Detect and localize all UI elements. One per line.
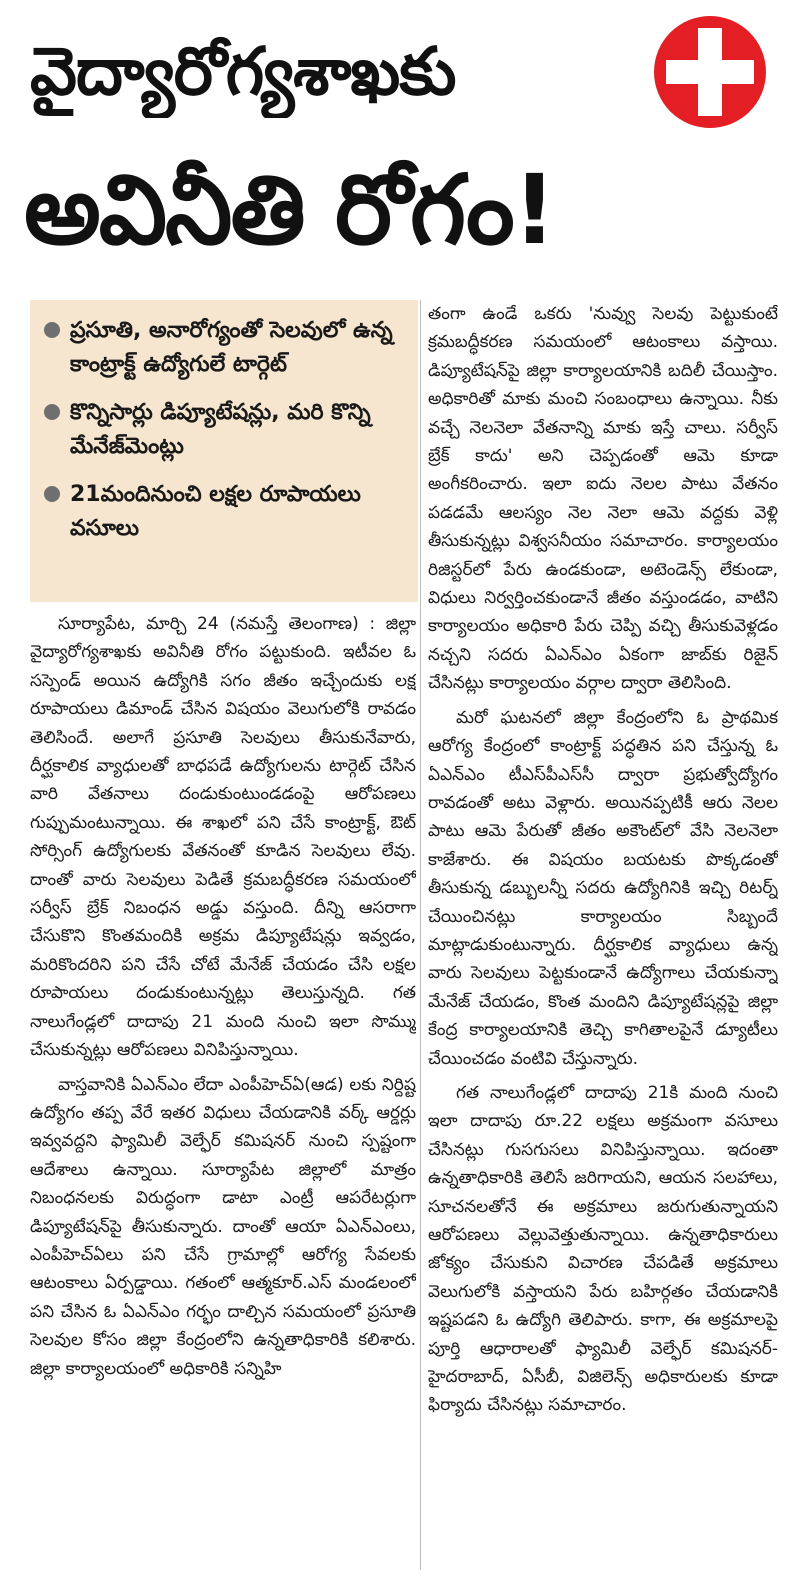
article-column-left <box>30 610 416 1570</box>
highlight-item <box>44 478 408 546</box>
highlight-text: 21మందినుంచి లక్షల రూపాయలు వసూలు <box>70 482 361 541</box>
highlight-item <box>44 314 408 382</box>
highlight-item <box>44 396 408 464</box>
article-paragraph: మరో ఘటనలో జిల్లా కేంద్రంలోని ఓ ప్రాథమిక ఆరోగ్య కేంద్రంలో కాంట్రాక్ట్ పద్ధతిన పని చేస్తున్న ఓ ఏఎన్ఎం టీఎస్‌పీఎస్‌సీ ద్వారా ప్రభుత్వోద్యోగం రావడంతో అటు వెళ్లారు. అయినప్పటికీ ఆరు నెలల పాటు ఆమె పేరుతో జీతం అకౌంట్‌లో వేసి నెలనెలా కాజేశారు. ఈ విషయం బయటకు పొక్కడంతో తీసుకున్న డబ్బులన్నీ సదరు ఉద్యోగినికి ఇచ్చి రిటర్న్ చేయించినట్లు కార్యాలయం సిబ్బందే మాట్లాడుకుంటున్నారు. దీర్ఘకాలిక వ్యాధులు ఉన్న వారు సెలవులు పెట్టకుండానే ఉద్యోగాలు చేయకున్నా మేనేజ్ చేయడం, కొంత మందిని డిప్యూటేషన్లపై జిల్లా కేంద్ర కార్యాలయానికి తెచ్చి కాగితాలపైనే డ్యూటీలు చేయించడం వంటివి చేస్తున్నారు. <box>428 707 778 1069</box>
column-divider <box>420 300 421 1570</box>
article-column-right <box>428 300 778 1570</box>
highlight-text: ప్రసూతి, అనారోగ్యంతో సెలవులో ఉన్న కాంట్రాక్ట్ ఉద్యోగులే టార్గెట్ <box>70 318 393 377</box>
article-paragraph: సూర్యాపేట, మార్చి 24 (నమస్తే తెలంగాణ) : జిల్లా వైద్యారోగ్యశాఖకు అవినీతి రోగం పట్టుకుంది. ఇటీవల ఓ సస్పెండ్ అయిన ఉద్యోగికి సగం జీతం ఇచ్చేందుకు లక్ష రూపాయలు డిమాండ్ చేసిన విషయం వెలుగులోకి రావడం తెలిసిందే. అలాగే ప్రసూతి సెలవులు తీసుకునేవారు, దీర్ఘకాలిక వ్యాధులతో బాధపడే ఉద్యోగులను టార్గెట్ చేసిన వారి వేతనాలు దండుకుంటుండడంపై ఆరోపణలు గుప్పుమంటున్నాయి. ఈ శాఖలో పని చేసే కాంట్రాక్ట్, ఔట్ సోర్సింగ్ ఉద్యోగులకు వేతనంతో కూడిన సెలవులు లేవు. దాంతో వారు సెలవులు పెడితే క్రమబద్ధీకరణ సమయంలో సర్వీస్ బ్రేక్ నిబంధన అడ్డు వస్తుంది. దీన్ని ఆసరాగా చేసుకొని కొంతమందికి అక్రమ డిప్యూటేషన్లు ఇవ్వడం, మరికొందరిని పని చేసే చోటే మేనేజ్ చేయడం చేసి లక్షల రూపాయలు దండుకుంటున్నట్లు తెలుస్తున్నది. గత నాలుగేండ్లలో దాదాపు 21 మంది నుంచి ఇలా సొమ్ము చేసుకున్నట్లు ఆరోపణలు వినిపిస్తున్నాయి. <box>30 614 416 1061</box>
highlights-box <box>30 300 418 602</box>
article-paragraph: వాస్తవానికి ఏఎన్ఎం లేదా ఎంపీహెచ్ఏ(ఆడ) లకు నిర్దిష్ట ఉద్యోగం తప్ప వేరే ఇతర విధులు చేయడానికి వర్క్ ఆర్డర్లు ఇవ్వవద్దని ఫ్యామిలీ వెల్ఫేర్ కమిషనర్ నుంచి స్పష్టంగా ఆదేశాలు ఉన్నాయి. సూర్యాపేట జిల్లాలో మాత్రం నిబంధనలకు విరుద్ధంగా డాటా ఎంట్రీ ఆపరేటర్లుగా డిప్యూటేషన్‌పై తీసుకున్నారు. దాంతో ఆయా ఏఎన్ఎంలు, ఎంపీహెచ్ఏలు పని చేసే గ్రామాల్లో ఆరోగ్య సేవలకు ఆటంకాలు ఏర్పడ్డాయి. గతంలో ఆత్మకూర్.ఎస్ మండలంలో పని చేసిన ఓ ఏఎన్ఎం గర్భం దాల్చిన సమయంలో ప్రసూతి సెలవుల కోసం జిల్లా కేంద్రంలోని ఉన్నతాధికారికి కలిశారు. జిల్లా కార్యాలయంలో అధికారికి సన్నిహి <box>30 1074 416 1379</box>
red-cross-icon <box>650 12 770 132</box>
headline-line-1: వైద్యారోగ్యశాఖకు <box>30 33 456 110</box>
article-paragraph: తంగా ఉండే ఒకరు 'నువ్వు సెలవు పెట్టుకుంటే క్రమబద్ధీకరణ సమయంలో ఆటంకాలు వస్తాయి. డిప్యూటేషన్‌పై జిల్లా కార్యాలయానికి బదిలీ చేయిస్తాం. అధికారితో మాకు మంచి సంబంధాలు ఉన్నాయి. నీకు వచ్చే నెలనెలా వేతనాన్ని మాకు ఇస్తే చాలు. సర్వీస్ బ్రేక్ కాదు' అని చెప్పడంతో ఆమె కూడా అంగీకరించారు. ఇలా ఐదు నెలల పాటు వేతనం పడడమే ఆలస్యం నెల నెలా ఆమె వద్దకు వెళ్లి తీసుకున్నట్లు విశ్వసనీయం సమాచారం. కార్యాలయం రిజిస్టర్‌లో పేరు ఉండకుండా, అటెండెన్స్ లేకుండా, విధులు నిర్వర్తించకుండానే జీతం వస్తుండడం, వాటిని కార్యాలయం అధికారి పేరు చెప్పి వచ్చి తీసుకువెళ్లడం నచ్చని సదరు ఏఎన్ఎం ఏకంగా జాబ్‌కు రిజైన్ చేసినట్లు కార్యాలయం వర్గాల ద్వారా తెలిసింది. <box>428 304 778 694</box>
highlight-text: కొన్నిసార్లు డిప్యూటేషన్లు, మరి కొన్ని మేనేజ్‌మెంట్లు <box>70 400 371 459</box>
headline-line-2: అవినీతి రోగం! <box>24 154 555 266</box>
bullet-icon <box>44 486 60 502</box>
bullet-icon <box>44 404 60 420</box>
bullet-icon <box>44 322 60 338</box>
article-paragraph: గత నాలుగేండ్లలో దాదాపు 21కి మంది నుంచి ఇలా దాదాపు రూ.22 లక్షలు అక్రమంగా వసూలు చేసినట్లు గుసగుసలు వినిపిస్తున్నాయి. ఇదంతా ఉన్నతాధికారికి తెలిసే జరిగాయని, ఆయన సలహాలు, సూచనలతోనే ఈ అక్రమాలు జరుగుతున్నాయని ఆరోపణలు వెల్లువెత్తుతున్నాయి. ఉన్నతాధికారులు జోక్యం చేసుకుని విచారణ చేపడితే అక్రమాలు వెలుగులోకి వస్తాయని పేరు బహిర్గతం చేయడానికి ఇష్టపడని ఓ ఉద్యోగి తెలిపారు. కాగా, ఈ అక్రమాలపై పూర్తి ఆధారాలతో ఫ్యామిలీ వెల్ఫేర్ కమిషనర్-హైదరాబాద్, ఏసీబీ, విజిలెన్స్ అధికారులకు కూడా ఫిర్యాదు చేసినట్లు సమాచారం. <box>428 1082 778 1416</box>
